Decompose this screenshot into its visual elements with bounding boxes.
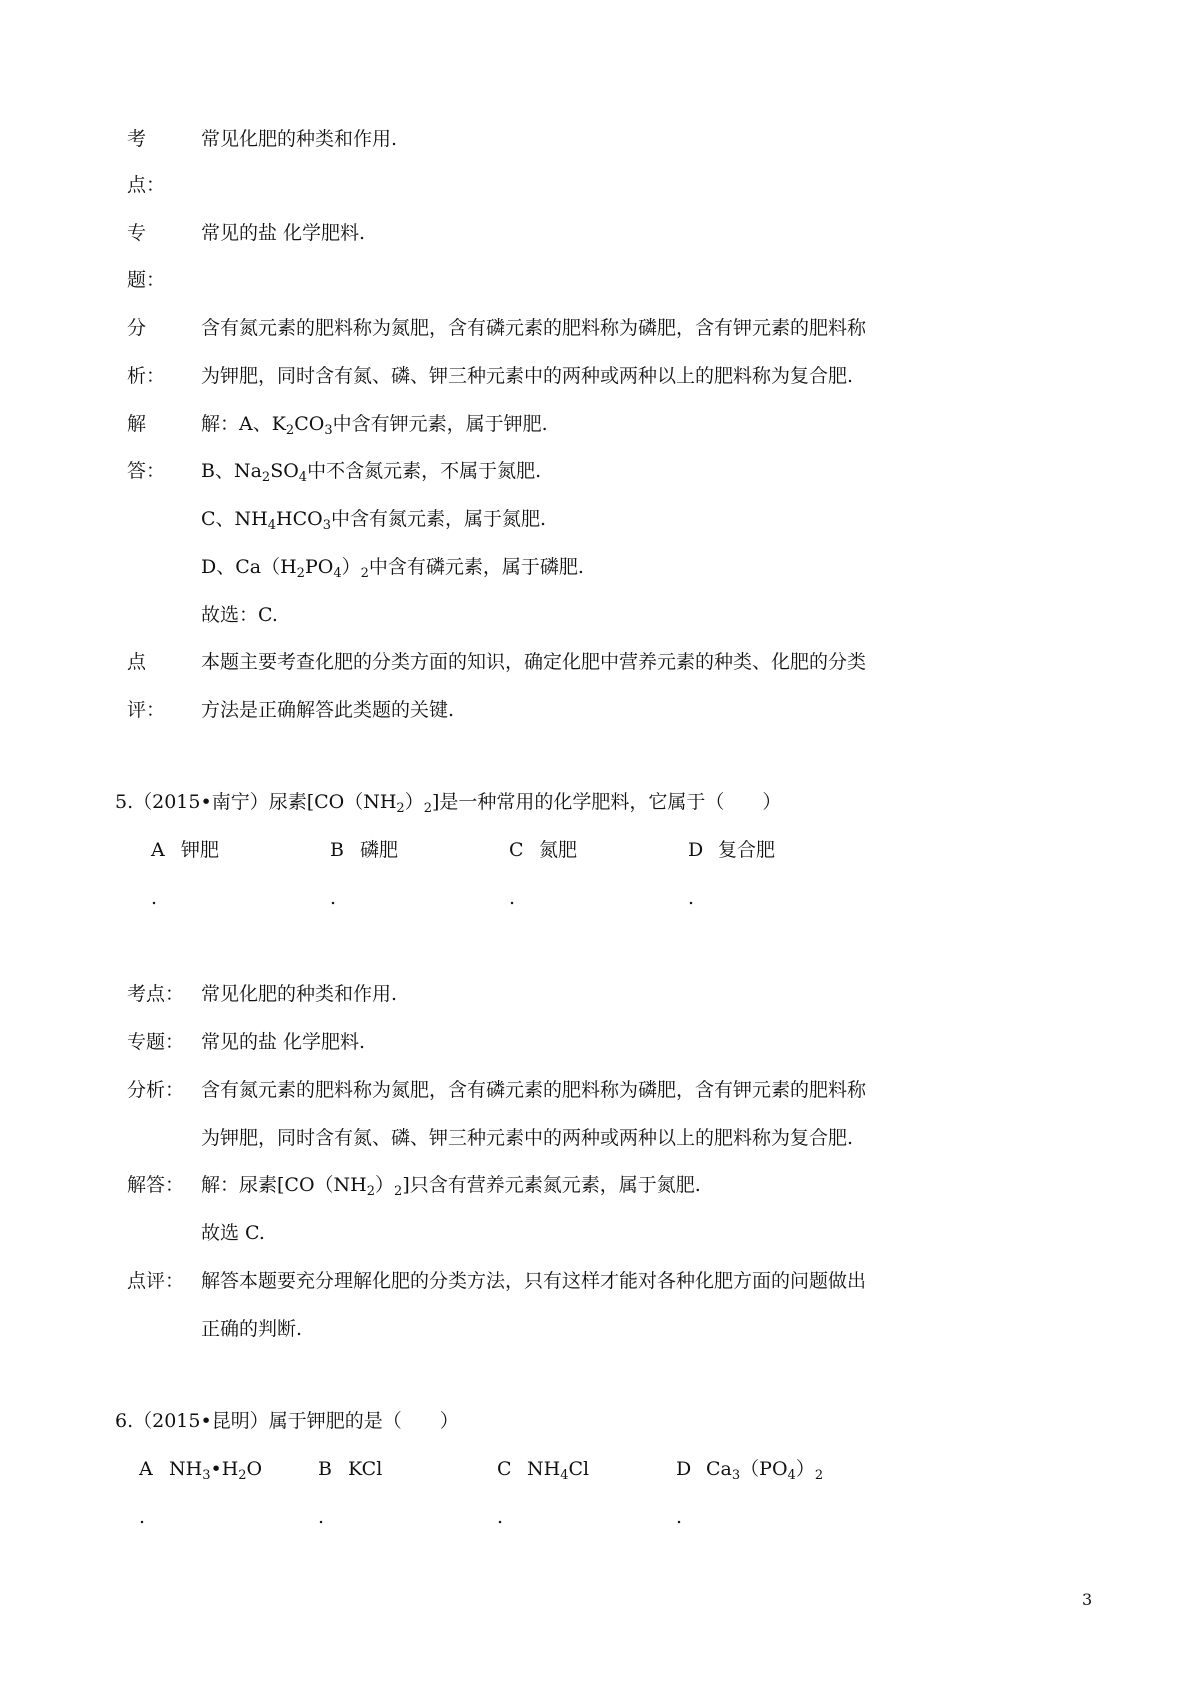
q5-option-b-dot: . (330, 887, 337, 909)
dianping-line-2: 方法是正确解答此类题的关键. (201, 699, 455, 721)
q5-option-a-dot: . (151, 887, 158, 909)
q5-jieda-line: 解：尿素$[CO(NH_2)_2]$只含有营养元素氮元素，属于氮肥. (201, 1174, 701, 1199)
q5-dianping-line-1: 解答本题要充分理解化肥的分类方法，只有这样才能对各种化肥方面的问题做出 (201, 1270, 867, 1292)
q5-dianping-line-2: 正确的判断. (201, 1318, 303, 1340)
q6-option-c-dot: . (497, 1506, 504, 1528)
q5-option-c[interactable]: C 氮肥 (509, 839, 578, 861)
q5-zhuanti-text: 常见的盐 化学肥料. (201, 1031, 366, 1053)
jieda-line-d: D、$Ca(H_2PO_4)_2$中含有磷元素，属于磷肥. (201, 556, 584, 581)
q5-option-b[interactable]: B 磷肥 (330, 839, 399, 861)
kaodian-label-top: 考 (127, 128, 147, 150)
zhuanti-label-top: 专 (127, 222, 147, 244)
q5-option-a[interactable]: A 钾肥 (151, 839, 220, 861)
jieda-conclusion: 故选：C. (201, 604, 278, 626)
q5-fenxi-line-2: 为钾肥，同时含有氮、磷、钾三种元素中的两种或两种以上的肥料称为复合肥. (201, 1127, 854, 1149)
dianping-line-1: 本题主要考查化肥的分类方面的知识，确定化肥中营养元素的种类、化肥的分类 (201, 651, 867, 673)
q6-option-a-dot: . (139, 1506, 146, 1528)
q5-fenxi-line-1: 含有氮元素的肥料称为氮肥，含有磷元素的肥料称为磷肥，含有钾元素的肥料称 (201, 1079, 867, 1101)
q6-option-b-dot: . (318, 1506, 325, 1528)
q5-zhuanti-label: 专题： (127, 1031, 185, 1053)
q5-dianping-label: 点评： (127, 1270, 185, 1292)
fenxi-label-bottom: 析： (127, 365, 166, 387)
jieda-label-bottom: 答： (127, 460, 166, 482)
fenxi-label-top: 分 (127, 317, 147, 339)
page-number: 3 (1082, 1590, 1093, 1609)
fenxi-line-1: 含有氮元素的肥料称为氮肥，含有磷元素的肥料称为磷肥，含有钾元素的肥料称 (201, 317, 867, 339)
kaodian-text: 常见化肥的种类和作用. (201, 128, 398, 150)
dianping-label-bottom: 评： (127, 699, 166, 721)
jieda-line-c: C、$NH_4HCO_3$中含有氮元素，属于氮肥. (201, 508, 547, 533)
q5-option-d-dot: . (688, 887, 695, 909)
jieda-line-a: 解：A、$K_2CO_3$中含有钾元素，属于钾肥. (201, 413, 548, 438)
q6-option-a[interactable]: A $NH_3•H_2O$ (139, 1458, 263, 1483)
q6-option-b[interactable]: B KCl (318, 1458, 383, 1480)
zhuanti-label-bottom: 题： (127, 269, 166, 291)
q5-option-d[interactable]: D 复合肥 (688, 839, 776, 861)
question-6-stem: 6.（2015•昆明）属于钾肥的是（ ） (115, 1410, 459, 1432)
q5-kaodian-text: 常见化肥的种类和作用. (201, 983, 398, 1005)
q5-kaodian-label: 考点： (127, 983, 185, 1005)
dianping-label-top: 点 (127, 651, 147, 673)
q5-option-c-dot: . (509, 887, 516, 909)
jieda-label-top: 解 (127, 413, 147, 435)
q5-fenxi-label: 分析： (127, 1079, 185, 1101)
q5-jieda-label: 解答： (127, 1174, 185, 1196)
kaodian-label-bottom: 点： (127, 174, 166, 196)
jieda-line-b: B、$Na_2SO_4$中不含氮元素，不属于氮肥. (201, 460, 542, 485)
q6-option-c[interactable]: C $NH_4Cl$ (497, 1458, 590, 1483)
q5-jieda-conclusion: 故选 C. (201, 1222, 265, 1244)
question-5-stem: 5.（2015•南宁）尿素$[CO(NH_2)_2]$是一种常用的化学肥料，它属于（ ） (115, 791, 782, 816)
q6-option-d[interactable]: D $Ca_3(PO_4)_2$ (676, 1458, 824, 1483)
fenxi-line-2: 为钾肥，同时含有氮、磷、钾三种元素中的两种或两种以上的肥料称为复合肥. (201, 365, 854, 387)
q6-option-d-dot: . (676, 1506, 683, 1528)
zhuanti-text: 常见的盐 化学肥料. (201, 222, 366, 244)
